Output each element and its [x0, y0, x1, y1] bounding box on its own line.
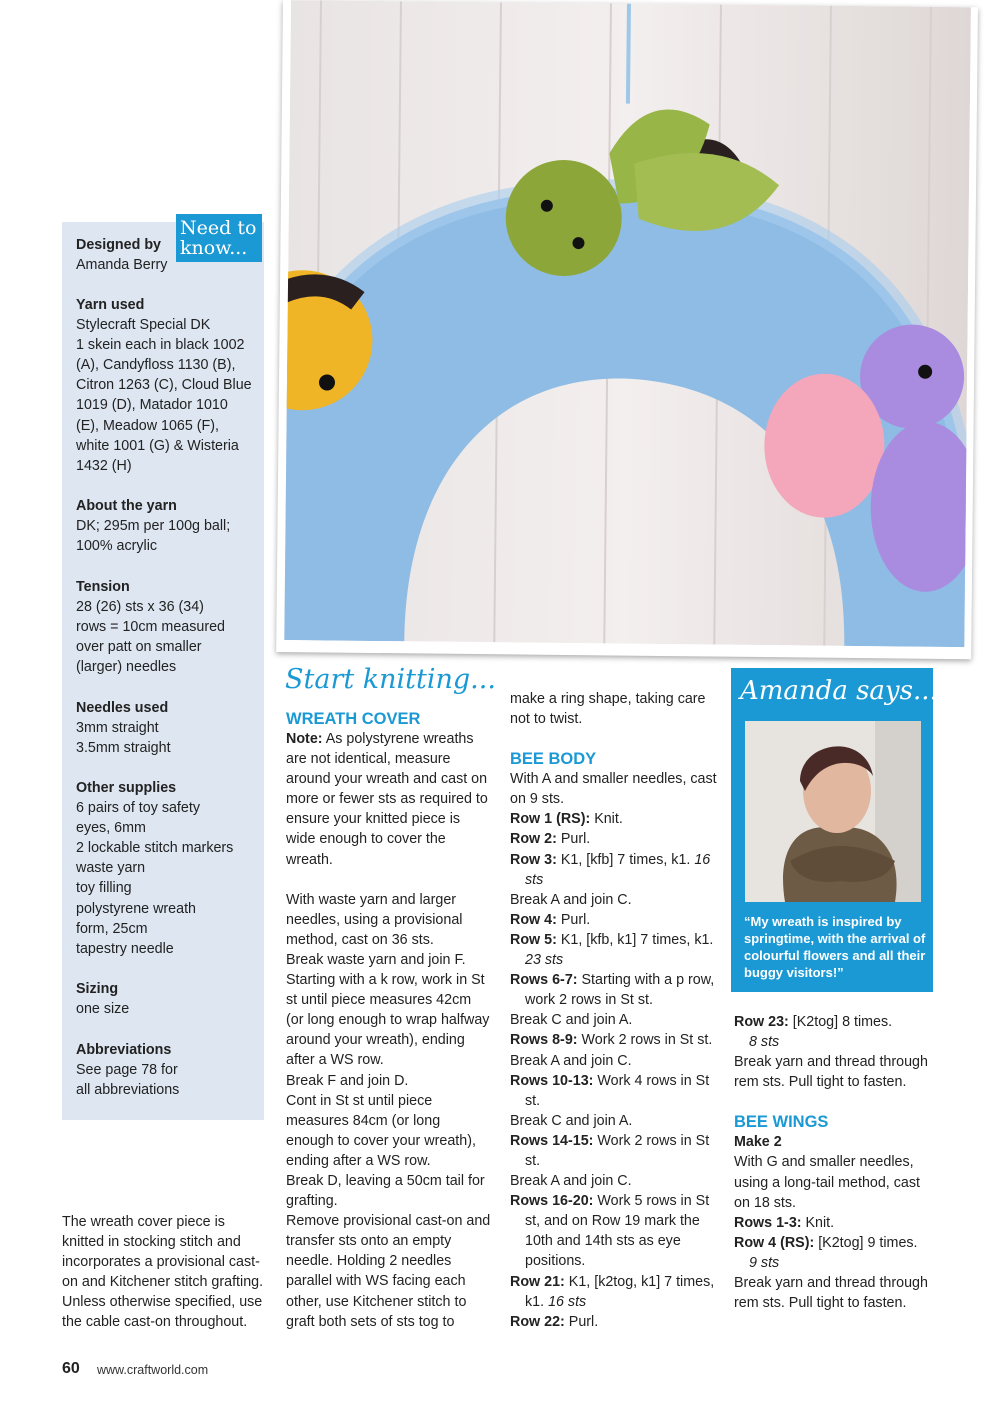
- section-sizing: [76, 979, 262, 1019]
- wreath-photo: [276, 0, 978, 659]
- section-body: 3mm straight 3.5mm straight: [76, 720, 171, 757]
- note-paragraph: [286, 729, 491, 870]
- start-knitting-heading: Start knitting...: [285, 664, 496, 695]
- bee-body-column: [510, 689, 720, 1332]
- section-heading: Designed by: [76, 237, 162, 253]
- row-instruction: Row 21: K1, [k2tog, k1] 7 times, k1. 16 sts: [510, 1273, 715, 1310]
- badge-line-2: know...: [180, 237, 248, 259]
- paragraph: Break waste yarn and join F. Starting with a k row, work in St st until piece measures 42cm (or long enough to wrap halfway around your wreath), ending after a WS row.: [286, 951, 490, 1069]
- paragraph: With A and smaller needles, cast on 9 sts.: [510, 771, 717, 808]
- row-instruction: Row 5: K1, [kfb, k1] 7 times, k1. 23 sts: [510, 931, 714, 969]
- section-yarn-used: [76, 295, 262, 476]
- paragraph: Remove provisional cast-on and transfer sts onto an empty needle. Holding 2 needles parallel with WS facing each other, use Kitchener stitch to graft both sets of sts tog to: [286, 1213, 491, 1330]
- section-heading: Needles used: [76, 700, 169, 716]
- section-tension: [76, 577, 262, 677]
- row-instruction: Row 23: [K2tog] 8 times. 8 sts: [734, 1014, 893, 1051]
- row-instruction: Rows 1-3: Knit.: [734, 1214, 835, 1231]
- section-designed-by: [76, 235, 262, 275]
- row-instruction: Rows 14-15: Work 2 rows in St st.: [510, 1132, 710, 1169]
- section-body: See page 78 for all abbreviations: [76, 1062, 180, 1099]
- section-needles: [76, 698, 262, 758]
- amanda-says-title: Amanda says...: [740, 676, 938, 706]
- section-body: 6 pairs of toy safety eyes, 6mm 2 lockable stitch markers waste yarn toy filling polystyrene wreath form, 25cm tapestry needle: [76, 800, 234, 957]
- paragraph: With G and smaller needles, using a long-tail method, cast on 18 sts.: [734, 1154, 920, 1211]
- make-count: Make 2: [734, 1134, 782, 1151]
- row-instruction: Row 4 (RS): [K2tog] 9 times. 9 sts: [734, 1234, 918, 1271]
- section-heading: Other supplies: [76, 780, 177, 796]
- paragraph: Break A and join C.: [510, 1052, 632, 1069]
- paragraph: Break A and join C.: [510, 1173, 632, 1190]
- bee-body-heading: BEE BODY: [510, 750, 597, 769]
- paragraph: Break A and join C.: [510, 891, 632, 908]
- row-instruction: Row 4: Purl.: [510, 911, 591, 928]
- row-instruction: Row 22: Purl.: [510, 1313, 599, 1330]
- row-instruction: Rows 10-13: Work 4 rows in St st.: [510, 1072, 710, 1109]
- designer-quote: “My wreath is inspired by springtime, with the arrival of colourful flowers and all their buggy visitors!”: [744, 914, 926, 980]
- section-body: Amanda Berry: [76, 257, 168, 274]
- section-body: DK; 295m per 100g ball; 100% acrylic: [76, 518, 231, 555]
- designer-portrait: [745, 721, 921, 902]
- paragraph: Cont in St st until piece measures 84cm (or long enough to cover your wreath), ending after a WS row.: [286, 1092, 476, 1169]
- paragraph: Break C and join A.: [510, 1112, 633, 1129]
- badge-line-1: Need to: [180, 217, 257, 239]
- footer-url: www.craftworld.com: [97, 1363, 209, 1377]
- paragraph: Break C and join A.: [510, 1012, 633, 1029]
- note-label: Note:: [286, 731, 323, 747]
- row-instruction: Row 1 (RS): Knit.: [510, 811, 623, 828]
- note-text: As polystyrene wreaths are not identical, measure around your wreath and cast on more or fewer sts as required to ensure your knitted piece is wide enough to cover the wreath.: [286, 731, 488, 868]
- section-heading: Sizing: [76, 981, 119, 997]
- bee-wings-heading: BEE WINGS: [734, 1113, 829, 1132]
- section-heading: About the yarn: [76, 498, 177, 514]
- section-heading: Yarn used: [76, 297, 145, 313]
- wreath-cover-column: [286, 709, 491, 1332]
- paragraph: make a ring shape, taking care not to twist.: [510, 691, 706, 728]
- row-instruction: Rows 8-9: Work 2 rows in St st.: [510, 1032, 713, 1049]
- section-other-supplies: [76, 778, 262, 959]
- section-body: 28 (26) sts x 36 (34) rows = 10cm measured over patt on smaller (larger) needles: [76, 599, 225, 676]
- row-instruction: Row 3: K1, [kfb] 7 times, k1. 16 sts: [510, 851, 711, 888]
- section-body: one size: [76, 1001, 130, 1018]
- section-heading: Tension: [76, 579, 130, 595]
- page-number: 60: [62, 1360, 80, 1377]
- paragraph: Break yarn and thread through rem sts. Pull tight to fasten.: [734, 1275, 928, 1312]
- row-instruction: Rows 6-7: Starting with a p row, work 2 rows in St st.: [510, 972, 715, 1009]
- section-body: Stylecraft Special DK 1 skein each in black 1002 (A), Candyfloss 1130 (B), Citron 1263 (C), Cloud Blue 1019 (D), Matador 1010 (E), Meadow 1065 (F), white 1001 (G) & Wisteria 1432 (H): [76, 317, 252, 474]
- paragraph: Break F and join D.: [286, 1072, 409, 1089]
- section-abbreviations: [76, 1040, 262, 1100]
- bee-wings-column: [734, 1012, 939, 1313]
- paragraph: With waste yarn and larger needles, using a provisional method, cast on 36 sts.: [286, 891, 463, 948]
- wreath-illustration: [284, 0, 971, 647]
- paragraph: Break yarn and thread through rem sts. Pull tight to fasten.: [734, 1054, 928, 1091]
- section-heading: Abbreviations: [76, 1042, 172, 1058]
- row-instruction: Rows 16-20: Work 5 rows in St st, and on Row 19 mark the 10th and 14th sts as eye positions.: [510, 1193, 710, 1270]
- intro-text: The wreath cover piece is knitted in stocking stitch and incorporates a provisional cast- on and Kitchener stitch grafting. Unless otherwise specified, use the cable cast-on throughout.: [62, 1214, 264, 1331]
- wreath-cover-heading: WREATH COVER: [286, 710, 421, 728]
- row-instruction: Row 2: Purl.: [510, 831, 591, 848]
- section-about-yarn: [76, 496, 262, 556]
- paragraph: Break D, leaving a 50cm tail for grafting.: [286, 1172, 485, 1210]
